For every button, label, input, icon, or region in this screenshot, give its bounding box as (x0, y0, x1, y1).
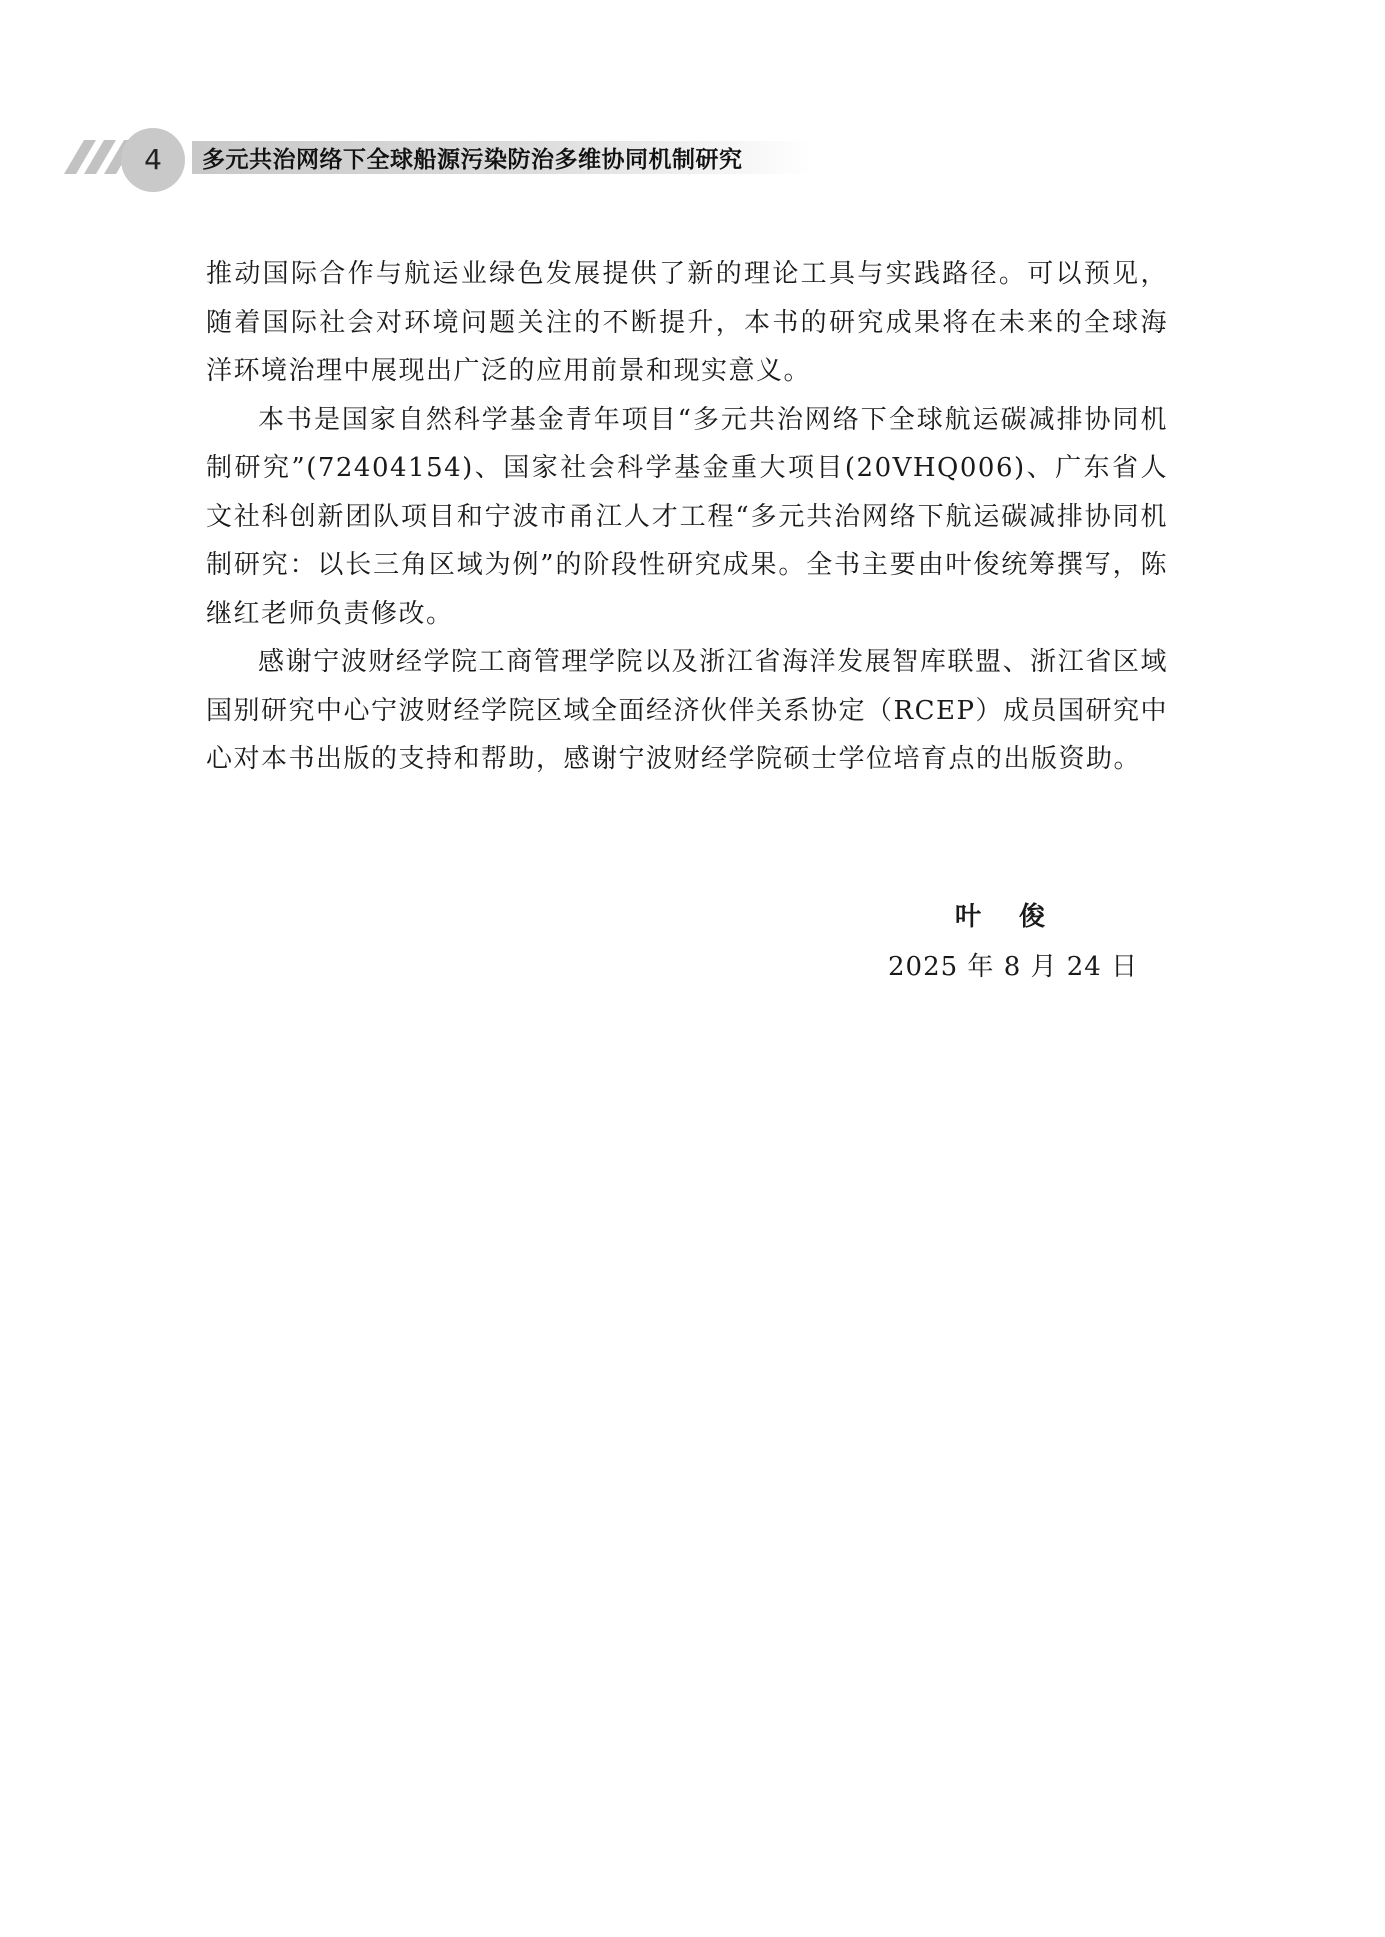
paragraph-3: 感谢宁波财经学院工商管理学院以及浙江省海洋发展智库联盟、浙江省区域国别研究中心宁波财经学院区域全面经济伙伴关系协定（RCEP）成员国研究中心对本书出版的支持和帮助，感谢宁波财经学院硕士学位培育点的出版资助。 (206, 647, 1168, 774)
author-name: 叶俊 (955, 902, 1084, 932)
paragraph-2: 本书是国家自然科学基金青年项目“多元共治网络下全球航运碳减排协同机制研究”(72404154)、国家社会科学基金重大项目(20VHQ006)、广东省人文社科创新团队项目和宁波市甬江人才工程“多元共治网络下航运碳减排协同机制研究：以长三角区域为例”的阶段性研究成果。全书主要由叶俊统筹撰写，陈继红老师负责修改。 (206, 404, 1168, 629)
date-text: 2025 年 8 月 24 日 (888, 952, 1139, 982)
preface-body (206, 250, 1168, 784)
book-title: 多元共治网络下全球船源污染防治多维协同机制研究 (202, 147, 743, 173)
page-number: 4 (144, 143, 162, 176)
paragraph-1: 推动国际合作与航运业绿色发展提供了新的理论工具与实践路径。可以预见，随着国际社会对环境问题关注的不断提升，本书的研究成果将在未来的全球海洋环境治理中展现出广泛的应用前景和现实意义。 (206, 259, 1168, 386)
